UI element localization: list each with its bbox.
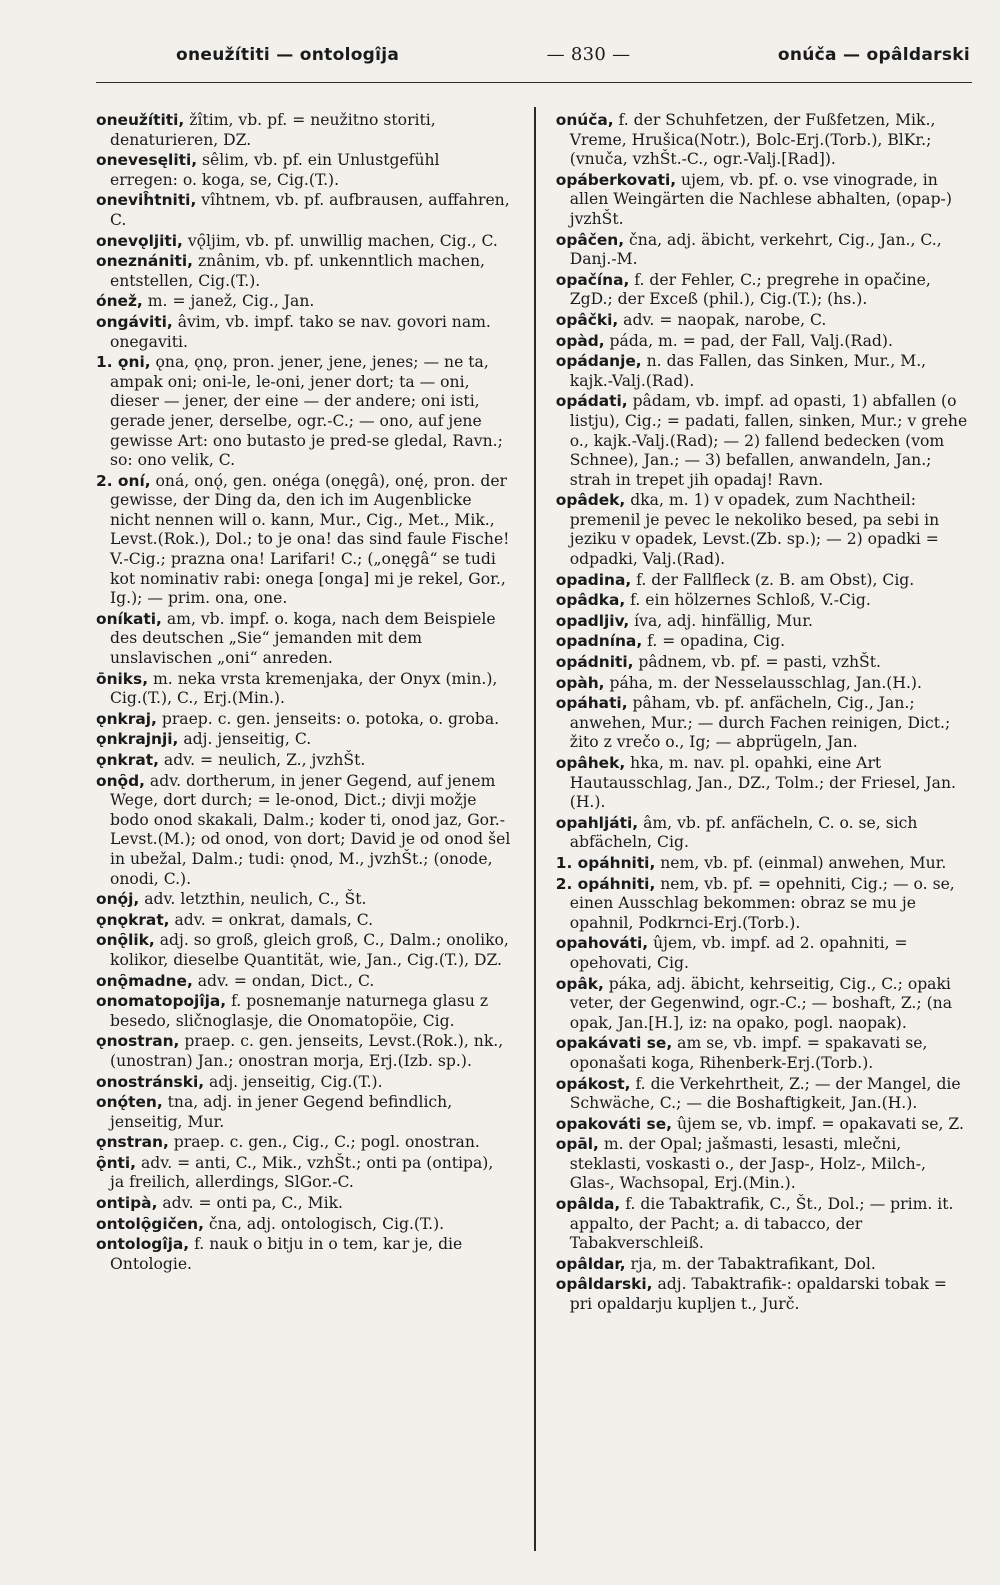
entry-headword: opâldar, [555,1254,626,1273]
entry-definition: pâham, vb. pf. anfächeln, Cig., Jan.; anwehen, Mur.; — durch Fachen reinigen, Dict.; žito z vrečo o., Ig; — abprügeln, Jan. [569,694,951,752]
dictionary-entry [96,252,512,291]
entry-headword: opâk, [555,974,604,993]
entry-headword: onevǫljiti, [96,231,183,250]
dictionary-entry [556,612,972,632]
entry-headword: ontologîja, [96,1235,190,1254]
entry-definition: páha, m. der Nesselausschlag, Jan.(H.). [604,673,922,692]
entry-definition: m. = janež, Cig., Jan. [142,292,315,311]
header-right-range: onúča — opâldarski [777,45,970,65]
dictionary-entry [96,710,512,730]
dictionary-entry [556,694,972,753]
entry-definition: adj. so groß, gleich groß, C., Dalm.; onoliko, kolikor, dieselbe Quantität, wie, Jan., Cig.(T.), DZ. [110,931,509,969]
entry-definition: tna, adj. in jener Gegend befindlich, jenseitig, Mur. [110,1093,453,1131]
entry-definition: adv. letzthin, neulich, C., Št. [139,890,367,909]
entry-definition: čna, adj. ontologisch, Cig.(T.). [203,1214,445,1233]
entry-definition: páda, m. = pad, der Fall, Valj.(Rad). [604,331,893,350]
entry-headword: onǫ̑madne, [96,971,193,990]
entry-headword: 1. opáhniti, [555,853,656,872]
entry-headword: onǫ̑d, [96,771,145,790]
entry-headword: opádniti, [555,653,634,672]
dictionary-entry [96,472,512,609]
entry-headword: onǫ̑lik, [96,931,155,950]
entry-definition: f. nauk o bitju in o tem, kar je, die Ontologie. [110,1235,463,1273]
entry-headword: ǫnstran, [96,1133,169,1152]
dictionary-entry [556,875,972,934]
dictionary-entry [96,1032,512,1071]
entry-definition: pâdnem, vb. pf. = pasti, vzhŠt. [633,653,881,672]
dictionary-entry [96,972,512,992]
dictionary-entry [556,111,972,170]
dictionary-entry [556,271,972,310]
dictionary-entry [556,332,972,352]
entry-definition: f. die Tabaktrafik, C., Št., Dol.; — prim. it. appalto, der Pacht; a. di tabacco, der Tabakverschleiß. [569,1195,954,1253]
header-left-range: oneužítiti — ontologîja [176,45,400,65]
entry-definition: adj. jenseitig, C. [178,730,312,749]
entry-definition: žîtim, vb. pf. = neužitno storiti, denaturieren, DZ. [110,111,436,149]
dictionary-entry [556,814,972,853]
entry-headword: oneznániti, [96,252,193,271]
entry-headword: opadina, [555,570,632,589]
entry-headword: opádanje, [555,352,642,371]
entry-headword: 2. oní, [96,471,151,490]
dictionary-entry [96,191,512,230]
entry-headword: opāl, [555,1135,599,1154]
entry-headword: opâldarski, [555,1275,653,1294]
dictionary-entry [556,975,972,1034]
dictionary-entry [96,670,512,709]
dictionary-entry [556,653,972,673]
entry-definition: ûjem se, vb. impf. = opakavati se, Z. [671,1114,964,1133]
entry-headword: opadljiv, [555,611,630,630]
entry-headword: opadnína, [555,632,643,651]
entry-headword: oníkati, [96,609,162,628]
entry-definition: adj. jenseitig, Cig.(T.). [204,1072,383,1091]
dictionary-entry [96,772,512,890]
entry-definition: âm, vb. pf. anfächeln, C. o. se, sich abfächeln, Cig. [569,813,918,852]
entry-definition: vîhtnem, vb. pf. aufbrausen, auffahren, C. [110,191,510,229]
entry-definition: f. der Fehler, C.; pregrehe in opačine, ZgD.; der Exceß (phil.), Cig.(T.); (hs.). [569,270,931,309]
entry-headword: 2. opáhniti, [555,874,656,893]
entry-headword: ǫnǫkrat, [96,910,170,929]
entry-definition: adv. = naopak, narobe, C. [618,310,827,329]
entry-definition: sêlim, vb. pf. ein Unlustgefühl erregen: o. koga, se, Cig.(T.). [110,151,440,189]
entry-headword: ōniks, [96,669,149,688]
dictionary-entry [556,1275,972,1314]
dictionary-entry [556,854,972,874]
entry-definition: vǫ̑ljim, vb. pf. unwillig machen, Cig., C. [182,231,498,250]
dictionary-entry [556,1255,972,1275]
entry-definition: f. posnemanje naturnega glasu z besedo, sličnoglasje, die Onomatopöie, Cig. [110,992,489,1030]
entry-headword: 1. ǫni, [96,353,151,372]
entry-headword: opačína, [555,270,630,289]
entry-definition: adv. = anti, C., Mik., vzhŠt.; onti pa (ontipa), ja freilich, allerdings, SlGor.-C. [110,1153,494,1192]
right-column [556,111,972,1551]
entry-headword: ontipà, [96,1194,158,1213]
dictionary-entry [556,352,972,391]
entry-definition: nem, vb. pf. (einmal) anwehen, Mur. [655,853,947,872]
dictionary-entry [96,751,512,771]
entry-headword: opàd, [555,331,605,350]
entry-headword: opâčen, [555,230,625,249]
entry-headword: opáhati, [555,694,628,713]
entry-definition: praep. c. gen., Cig., C.; pogl. onostran. [168,1133,480,1152]
column-divider [534,107,536,1551]
dictionary-entry [96,1093,512,1132]
entry-definition: n. das Fallen, das Sinken, Mur., M., kajk.-Valj.(Rad). [569,352,927,390]
dictionary-entry [556,591,972,611]
dictionary-entry [556,1075,972,1114]
entry-definition: f. ein hölzernes Schloß, V.-Cig. [625,591,871,610]
entry-headword: onúča, [555,111,614,129]
entry-headword: opákost, [555,1074,631,1093]
entry-headword: opâdka, [555,591,626,610]
dictionary-entry [556,674,972,694]
entry-headword: opahováti, [555,934,649,953]
entry-definition: f. = opadina, Cig. [642,632,786,651]
dictionary-entry [556,754,972,813]
entry-headword: opakováti se, [555,1114,672,1133]
entry-headword: onǫ́j, [96,890,140,909]
dictionary-entry [96,890,512,910]
left-column [96,111,512,1551]
dictionary-entry [96,730,512,750]
entry-definition: f. die Verkehrtheit, Z.; — der Mangel, die Schwäche, C.; — die Boshaftigkeit, Jan.(H.). [569,1074,961,1113]
dictionary-entry [96,1154,512,1193]
dictionary-entry [556,571,972,591]
entry-definition: adv. = neulich, Z., jvzhŠt. [158,751,366,769]
entry-definition: am se, vb. impf. = spakavati se, oponašati koga, Rihenberk-Erj.(Torb.). [569,1034,928,1072]
entry-definition: íva, adj. hinfällig, Mur. [629,611,813,630]
dictionary-entry [96,232,512,252]
dictionary-entry [96,1235,512,1274]
entry-headword: opâdek, [555,491,626,510]
dictionary-entry [556,171,972,230]
entry-definition: pâdam, vb. impf. ad opasti, 1) abfallen (o listju), Cig.; = padati, fallen, sinken, Mur.; v grehe o., kajk.-Valj.(Rad); — 2) fallend bedecken (vom Schnee), Jan.; — 3) befallen, anwandeln, Jan.; strah in trepet jih opadaj! Ravn. [569,392,968,489]
entry-headword: ǫnkraj, [96,709,157,728]
dictionary-entry [556,392,972,490]
entry-definition: ujem, vb. pf. o. vse vinograde, in allen Weingärten die Nachlese abhalten, (opap-) jvzhŠt. [569,170,952,228]
entry-headword: opàh, [555,673,605,692]
entry-headword: ongáviti, [96,312,173,331]
dictionary-entry [556,1115,972,1135]
entry-definition: páka, adj. äbicht, kehrseitig, Cig., C.; opaki veter, der Gegenwind, ogr.-C.; — boshaft, Z.; (na opak, Jan.[H.], iz: na opako, pogl. naopak). [569,974,953,1032]
entry-definition: znânim, vb. pf. unkenntlich machen, entstellen, Cig.(T.). [110,252,485,290]
columns [96,111,972,1551]
entry-definition: rja, m. der Tabaktrafikant, Dol. [625,1254,876,1273]
entry-definition: čna, adj. äbicht, verkehrt, Cig., Jan., C., Danj.-M. [569,230,942,269]
entry-definition: hka, m. nav. pl. opahki, eine Art Hautausschlag, Jan., DZ., Tolm.; der Friesel, Jan.(H.). [569,754,956,812]
dictionary-entry [96,292,512,312]
entry-headword: opâhek, [555,754,626,772]
entry-headword: ǫnostran, [96,1032,180,1051]
entry-definition: adj. Tabaktrafik-: opaldarski tobak = pri opaldarju kupljen t., Jurč. [569,1275,947,1314]
entry-headword: oneužítiti, [96,111,185,129]
entry-headword: onomatopojîja, [96,992,227,1011]
dictionary-entry [96,151,512,190]
entry-definition: ûjem, vb. impf. ad 2. opahniti, = opehovati, Cig. [569,934,908,972]
entry-definition: adv. = ondan, Dict., C. [192,971,375,990]
entry-headword: onostránski, [96,1072,205,1091]
entry-definition: âvim, vb. impf. tako se nav. govori nam. onegaviti. [110,312,491,351]
dictionary-entry [556,1034,972,1073]
dictionary-entry [96,1073,512,1093]
entry-headword: ǫ̑nti, [96,1153,137,1172]
entry-definition: f. der Schuhfetzen, der Fußfetzen, Mik., Vreme, Hrušica(Notr.), Bolc-Erj.(Torb.), BlKr.; (vnuča, vzhŠt.-C., ogr.-Valj.[Rad]). [569,111,936,169]
dictionary-entry [96,111,512,150]
dictionary-entry [96,353,512,471]
dictionary-entry [556,632,972,652]
entry-headword: opakávati se, [555,1034,673,1053]
entry-headword: opâčki, [555,310,619,329]
entry-definition: nem, vb. pf. = opehniti, Cig.; — o. se, einen Ausschlag bekommen: obraz se mu je opahnil, Podkrnci-Erj.(Torb.). [569,874,955,932]
entry-definition: dka, m. 1) v opadek, zum Nachtheil: premenil je pevec le nekoliko besed, pa sebi in jeziku v opadek, Levst.(Zb. sp.); — 2) opadki = odpadki, Valj.(Rad). [569,491,940,569]
dictionary-entry [96,931,512,970]
entry-definition: m. der Opal; jašmasti, lesasti, mlečni, steklasti, voskasti o., der Jasp-, Holz-, Milch-, Glas-, Wachsopal, Erj.(Min.). [569,1135,926,1193]
entry-definition: am, vb. impf. o. koga, nach dem Beispiele des deutschen „Sie“ jemanden mit dem unslavischen „oni“ anreden. [110,609,496,668]
dictionary-entry [556,491,972,569]
page-number: — 830 — [546,44,631,65]
dictionary-entry [96,610,512,669]
entry-headword: ǫnkrajnji, [96,730,179,749]
dictionary-entry [96,1133,512,1153]
entry-definition: adv. = onkrat, damals, C. [169,910,374,929]
dictionary-entry [96,313,512,352]
entry-headword: oneviĥtniti, [96,191,197,210]
dictionary-entry [556,1135,972,1194]
entry-headword: ónež, [96,292,143,311]
entry-headword: opâlda, [555,1195,621,1214]
entry-definition: praep. c. gen. jenseits, Levst.(Rok.), nk., (unostran) Jan.; onostran morja, Erj.(Izb. sp.). [110,1032,504,1070]
dictionary-entry [96,1215,512,1235]
entry-headword: ontolǫ̑gičen, [96,1214,204,1233]
dictionary-entry [556,311,972,331]
entry-definition: adv. = onti pa, C., Mik. [157,1194,343,1213]
entry-definition: adv. dortherum, in jener Gegend, auf jenem Wege, dort durch; = le-onod, Dict.; divji možje bodo onod skakali, Dalm.; koder ti, onod jaz, Gor.-Levst.(M.); od onod, von dort; David je od onod šel in ubežal, Dalm.; tudi: ǫnod, M., jvzhŠt.; (onode, onodi, C.). [110,771,511,888]
entry-headword: ǫnkrat, [96,751,159,769]
dictionary-entry [556,231,972,270]
entry-definition: praep. c. gen. jenseits: o. potoka, o. groba. [156,709,500,728]
entry-definition: f. der Fallfleck (z. B. am Obst), Cig. [631,570,915,589]
entry-definition: oná, onǫ́, gen. onéga (onęgâ), onę́, pron. der gewisse, der Ding da, den ich im Augenblicke nicht nennen will o. kann, Mur., Cig., Met., Mik., Levst.(Rok.), Dol.; to je ona! das sind faule Fische! V.-Cig.; prazna ona! Larifari! C.; („onęgâ“ se tudi kot nominativ rabi: onega [onga] mi je rekel, Gor., Ig.); — prim. ona, one. [110,471,510,608]
dictionary-entry [556,1195,972,1254]
entry-headword: onǫ́ten, [96,1093,163,1112]
dictionary-entry [96,911,512,931]
entry-headword: opáberkovati, [555,170,677,189]
entry-headword: opádati, [555,392,628,411]
dictionary-entry [96,992,512,1031]
entry-headword: opahljáti, [555,813,639,832]
dictionary-entry [556,934,972,973]
dictionary-entry [96,1194,512,1214]
entry-definition: ǫna, ǫnǫ, pron. jener, jene, jenes; — ne ta, ampak oni; oni-le, le-oni, jener dort; ta — oni, dieser — jener, der eine — der andere; oni isti, gerade jener, derselbe, ogr.-C.; — ono, auf jene gewisse Art: ono butasto je pred-se gledal, Ravn.; so: ono velik, C. [110,353,503,470]
entry-definition: m. neka vrsta kremenjaka, der Onyx (min.), Cig.(T.), C., Erj.(Min.). [110,669,498,708]
page-header [96,44,972,83]
entry-headword: onevesęliti, [96,151,198,170]
